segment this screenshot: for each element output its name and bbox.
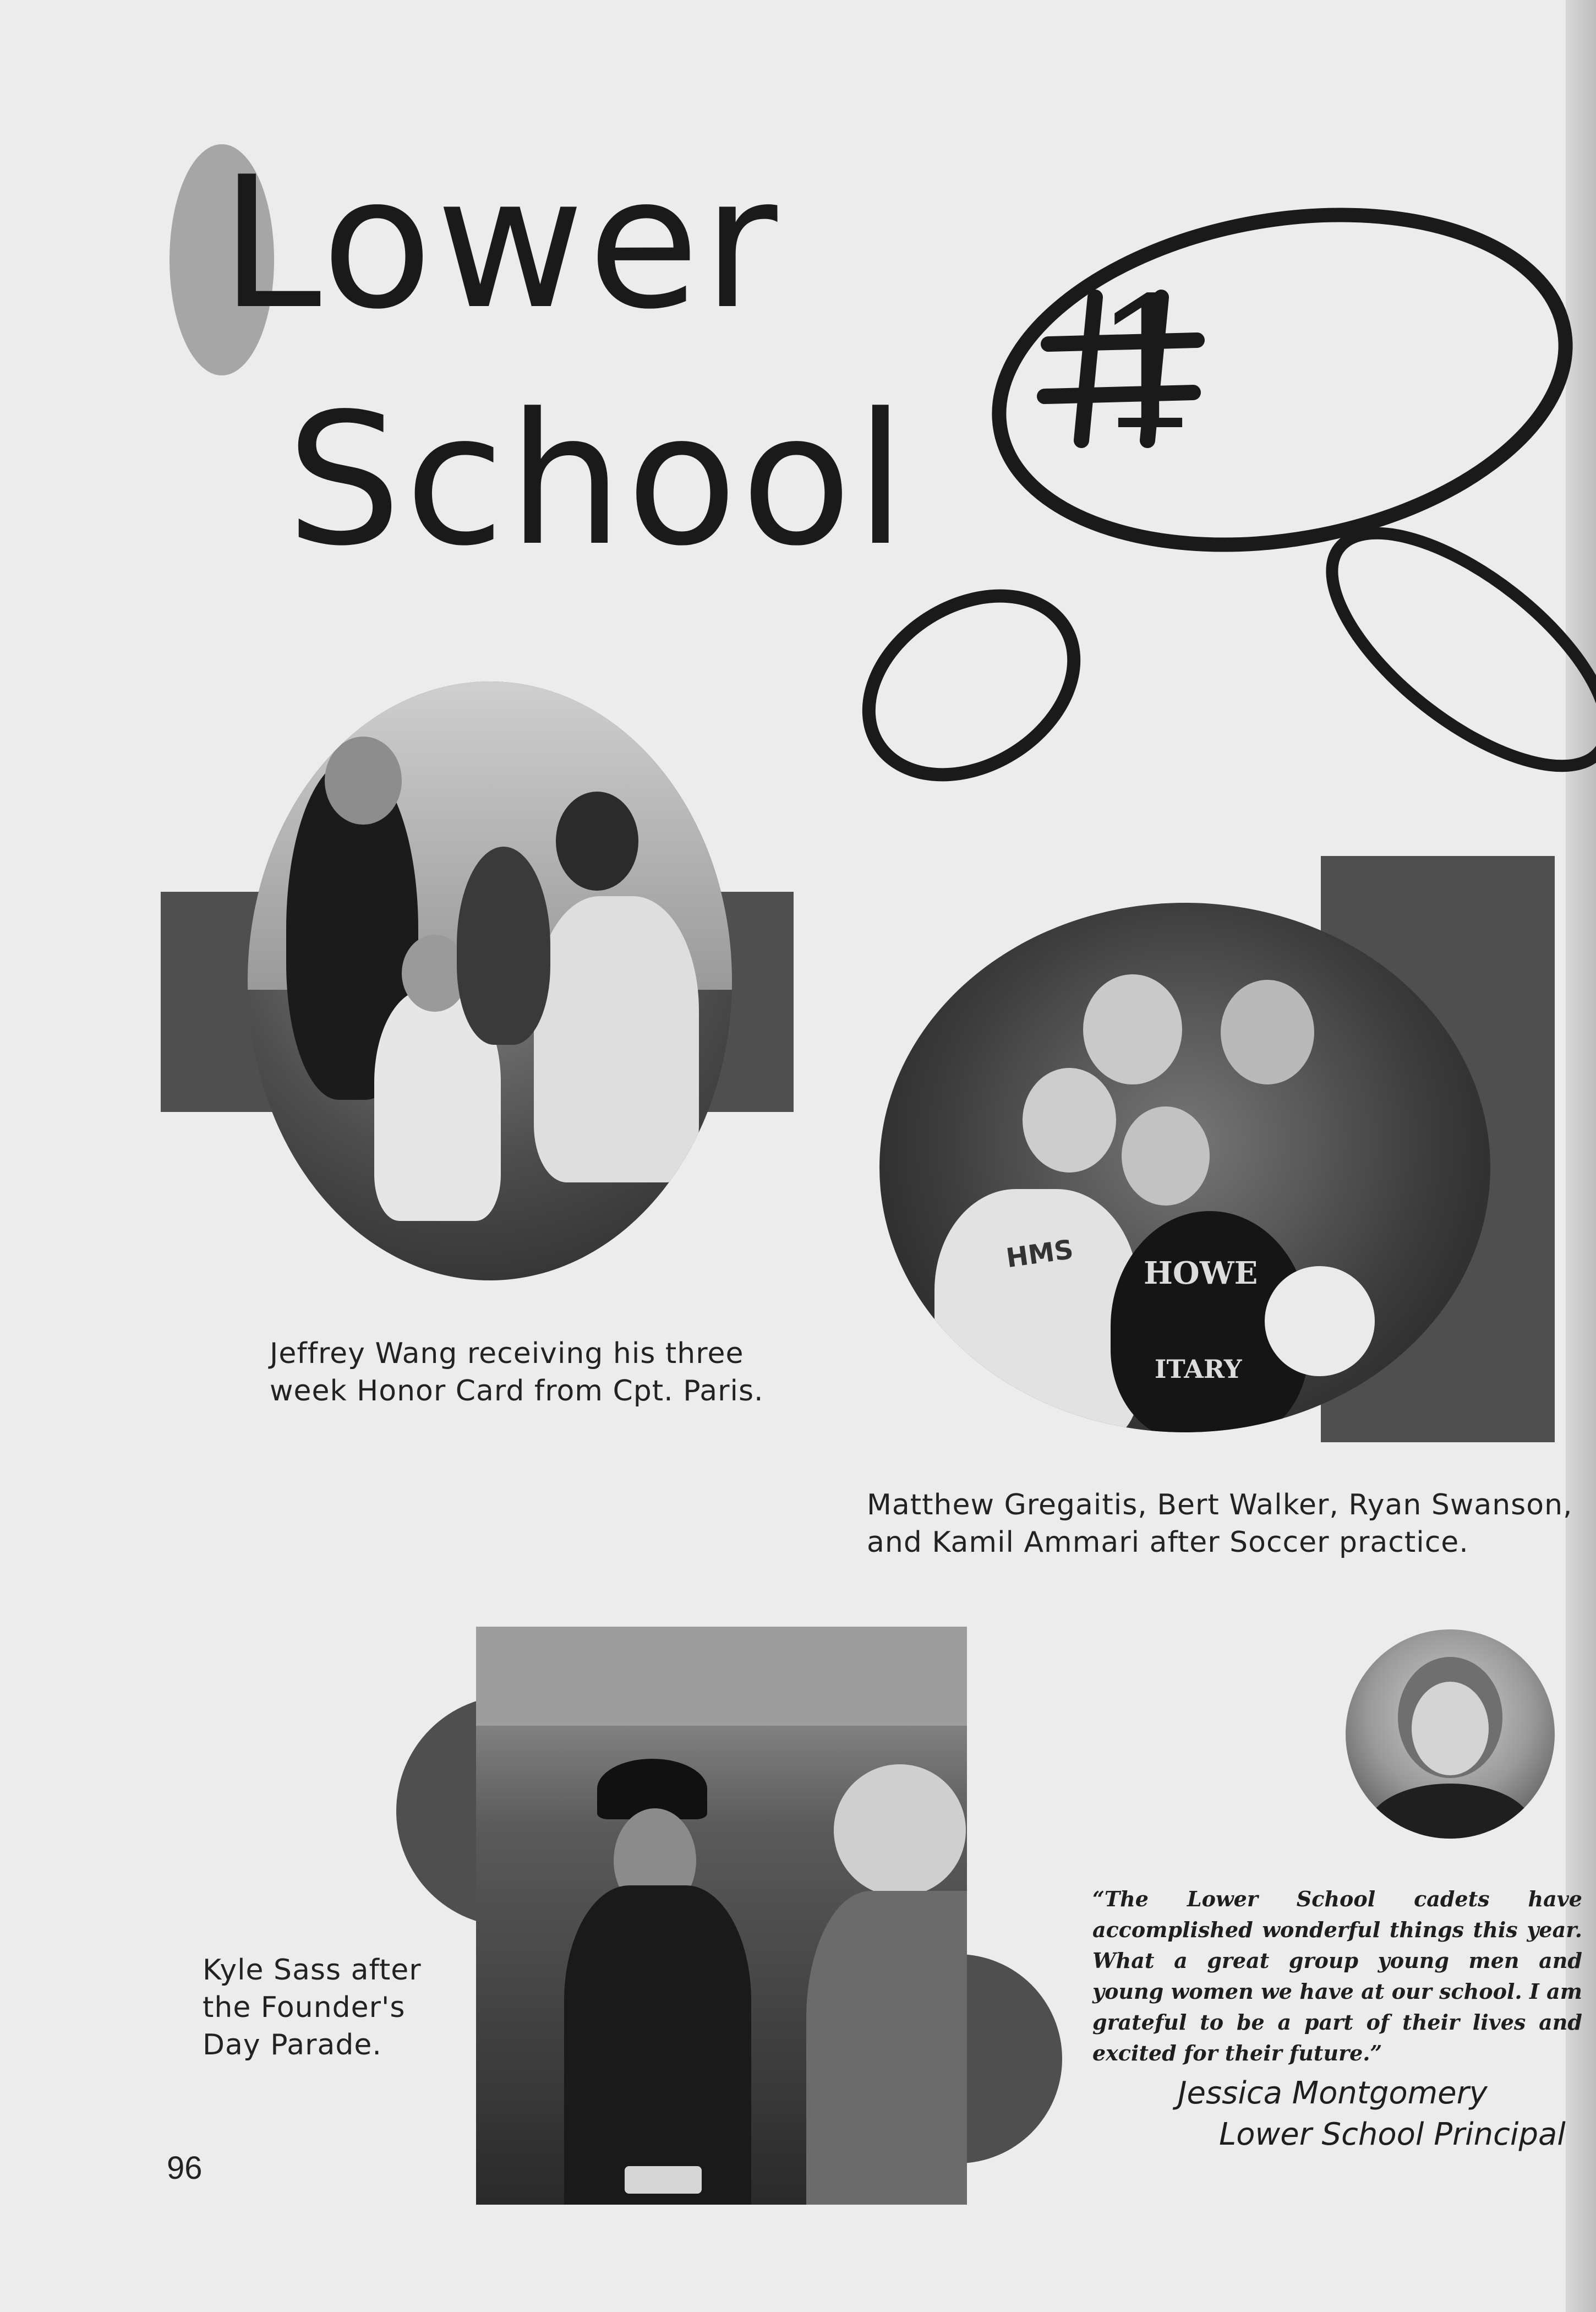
signature-role: Lower School Principal [1219,2117,1566,2152]
sweatshirt-text: HOWE [1144,1255,1258,1291]
caption-soccer-line-1: Matthew Gregaitis, Bert Walker, Ryan Swanson, [867,1488,1573,1522]
principal-quote: “The Lower School cadets have accomplished wonderful things this year. What a great group young men and young women we have at our school. I am grateful to be a part of their lives and excited for their future.” [1092,1886,1582,2065]
page-title-line-2: School [286,374,909,586]
shirt-logo-text: HMS [1004,1234,1075,1274]
caption-honor-card-line-2: week Honor Card from Cpt. Paris. [270,1375,764,1408]
page-number: 96 [167,2150,203,2186]
caption-parade-line-2: the Founder's [203,1991,406,2024]
caption-honor-card [270,1335,764,1410]
large-speech-oval [973,173,1592,587]
caption-parade [203,1951,422,2064]
page-title-line-1: Lower [220,138,781,349]
middle-speech-oval [1296,492,1596,808]
photo-principal-portrait [1346,1629,1555,1839]
small-speech-oval [836,559,1107,811]
signature-name: Jessica Montgomery [1178,2075,1488,2111]
caption-honor-card-line-1: Jeffrey Wang receiving his three [270,1337,744,1370]
caption-parade-line-3: Day Parade. [203,2029,382,2062]
sweatshirt-bottom-text: ITARY [1155,1354,1242,1384]
photo-soccer-practice [879,903,1490,1432]
caption-parade-line-1: Kyle Sass after [203,1954,422,1987]
photo-honor-card [248,681,732,1280]
caption-soccer-line-2: and Kamil Ammari after Soccer practice. [867,1526,1469,1559]
caption-soccer [867,1486,1573,1561]
badge-number: 1 [1092,259,1208,470]
photo-founders-day-parade [476,1627,967,2205]
